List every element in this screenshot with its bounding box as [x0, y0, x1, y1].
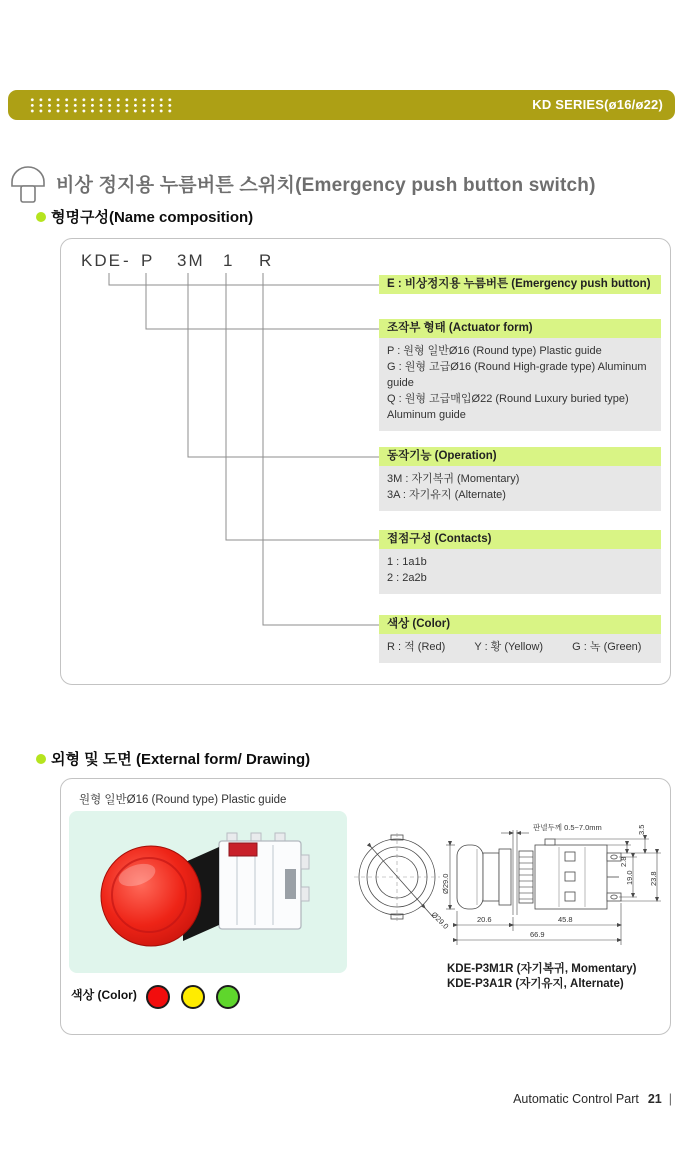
section-heading-text: 외형 및 도면 (External form/ Drawing) — [51, 751, 311, 768]
callout-contacts — [379, 530, 661, 594]
section-name-composition-heading — [36, 206, 253, 227]
section-bullet-icon — [36, 212, 46, 222]
callout-item: 2 : 2a2b — [387, 572, 427, 584]
callout-item: P : 원형 일반Ø16 (Round type) Plastic guide — [387, 345, 602, 357]
callout-item: 3M : 자기복귀 (Momentary) — [387, 473, 520, 485]
color-swatches — [146, 985, 240, 1009]
callout-header: E : 비상정지용 누름버튼 (Emergency push button) — [379, 275, 661, 294]
dim-side-diameter: Ø29.0 — [441, 873, 450, 894]
callout-item: G : 원형 고급Ø16 (Round High-grade type) Aluminum guide — [387, 361, 647, 389]
switch-body-graphic — [219, 833, 309, 929]
external-form-box — [60, 778, 671, 1035]
color-swatch-green — [216, 985, 240, 1009]
page-footer — [513, 1092, 672, 1106]
model-captions — [447, 962, 636, 991]
dim-23-8: 23.8 — [649, 871, 658, 886]
dim-3-5: 3.5 — [637, 824, 646, 835]
callout-color — [379, 615, 661, 663]
dim-20-6: 20.6 — [477, 915, 492, 924]
color-label: 색상 (Color) — [71, 987, 137, 1002]
callout-item: G : 녹 (Green) — [572, 641, 642, 653]
dim-19-0: 19.0 — [625, 870, 634, 885]
callout-body — [379, 634, 661, 663]
color-swatch-row — [71, 979, 240, 1009]
title-row — [9, 161, 596, 205]
callout-body — [379, 466, 661, 511]
series-header-bar — [8, 90, 675, 120]
callout-body — [379, 338, 661, 431]
technical-drawing — [349, 797, 669, 953]
callout-header: 색상 (Color) — [379, 615, 661, 634]
section-bullet-icon — [36, 754, 46, 764]
callout-item: 1 : 1a1b — [387, 556, 427, 568]
callout-header: 접점구성 (Contacts) — [379, 530, 661, 549]
callout-header: 조작부 형태 (Actuator form) — [379, 319, 661, 338]
footer-bar: | — [668, 1092, 672, 1106]
color-swatch-red — [146, 985, 170, 1009]
callout-header: 동작기능 (Operation) — [379, 447, 661, 466]
page-title: 비상 정지용 누름버튼 스위치(Emergency push button switch) — [56, 174, 596, 196]
model-code-segment: R — [259, 251, 274, 270]
callout-item: Y : 황 (Yellow) — [474, 641, 544, 653]
callout-body — [379, 549, 661, 594]
product-photo — [69, 811, 347, 973]
dim-panel-thickness: 판넬두께 0.5~7.0mm — [533, 823, 602, 832]
dim-front-diameter: Ø29.0 — [429, 910, 451, 931]
callout-actuator-form — [379, 319, 661, 431]
product-photo-panel — [69, 811, 347, 973]
section-external-form-heading — [36, 748, 310, 769]
model-caption: KDE-P3M1R (자기복귀, Momentary) — [447, 963, 637, 975]
model-caption: KDE-P3A1R (자기유지, Alternate) — [447, 977, 624, 990]
side-view-graphic — [457, 837, 621, 915]
page-number: 21 — [647, 1092, 662, 1106]
dot-pattern-decoration — [28, 97, 176, 114]
callout-item: Q : 원형 고급매입Ø22 (Round Luxury buried type) Aluminum guide — [387, 393, 629, 421]
model-code-segment: 3M — [177, 251, 205, 270]
callout-prefix — [379, 275, 661, 294]
dim-45-8: 45.8 — [558, 915, 573, 924]
name-composition-box — [60, 238, 671, 685]
color-swatch-yellow — [181, 985, 205, 1009]
model-code-segment: 1 — [223, 251, 235, 270]
front-view-graphic — [354, 833, 440, 921]
mushroom-button-icon — [9, 161, 47, 205]
product-type-label: 원형 일반Ø16 (Round type) Plastic guide — [79, 794, 287, 806]
section-heading-text: 형명구성(Name composition) — [51, 209, 254, 226]
model-code-segment: KDE — [81, 251, 122, 270]
footer-text: Automatic Control Part — [513, 1092, 639, 1106]
series-label: KD SERIES(ø16/ø22) — [532, 97, 663, 112]
red-dome-graphic — [101, 846, 201, 946]
dim-66-9: 66.9 — [530, 930, 545, 939]
callout-operation — [379, 447, 661, 511]
model-code-segment: P — [141, 251, 155, 270]
callout-item: 3A : 자기유지 (Alternate) — [387, 489, 506, 501]
dim-2-8: 2.8 — [619, 856, 628, 867]
model-code-segment: - — [123, 251, 131, 270]
callout-item: R : 적 (Red) — [387, 641, 446, 653]
